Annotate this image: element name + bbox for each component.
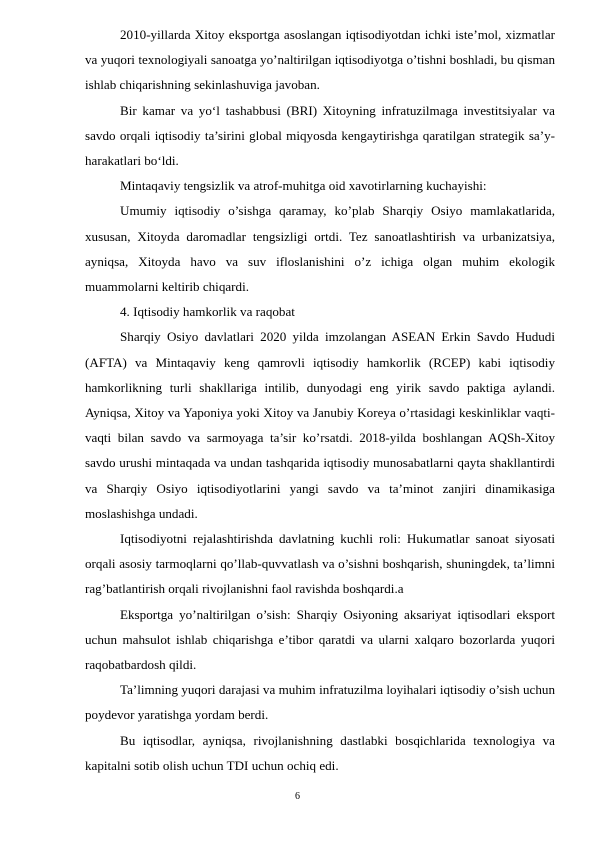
paragraph-inequality: Umumiy iqtisodiy o’sishga qaramay, ko’plab Sharqiy Osiyo mamlakatlarida, xususan, Xitoyda daromadlar tengsizligi ortdi. Tez sanoatlashtirish va urbanizatsiya, ayniqsa, Xitoyda havo va suv ifloslanishini o’z ichiga olgan muhim ekologik muammolarni keltirib chiqardi. — [85, 203, 555, 295]
paragraph-education: Ta’limning yuqori darajasi va muhim infratuzilma loyihalari iqtisodiy o’sish uchun poydevor yaratishga yordam berdi. — [85, 682, 555, 723]
paragraph-state-role: Iqtisodiyotni rejalashtirishda davlatning kuchli roli: Hukumatlar sanoat siyosati orqali asosiy tarmoqlarni qo’llab-quvvatlash va o’sishni boshqarish, shuningdek, ta’limni rag’batlantirish orqali rivojlanishni faol ravishda boshqardi.a — [85, 531, 555, 597]
paragraph-export-growth: Eksportga yo’naltirilgan o’sish: Sharqiy Osiyoning aksariyat iqtisodlari eksport uchun mahsulot ishlab chiqarishga e’tibor qaratdi va ularni xalqaro bozorlarda yuqori raqobatbardosh qildi. — [85, 606, 555, 673]
paragraph-china-transition: 2010-yillarda Xitoy eksportga asoslangan iqtisodiyotdan ichki iste’mol, xizmatlar va yuqori texnologiyali sanoatga yo’naltirilgan iqtisodiyotga o’tishni boshladi, bu qisman ishlab chiqarishning sekinlashuviga javoban. — [85, 27, 555, 93]
page-number: 6 — [295, 791, 300, 802]
section-heading-cooperation: 4. Iqtisodiy hamkorlik va raqobat — [120, 304, 295, 320]
document-body — [85, 22, 555, 778]
paragraph-belt-and-road: Bir kamar va yo‘l tashabbusi (BRI) Xitoyning infratuzilmaga investitsiyalar va savdo orqali iqtisodiy ta’sirini global miqyosda kengaytirishga qaratilgan strategik sa’y-harakatlari bo‘ldi. — [85, 102, 555, 169]
paragraph-fdi: Bu iqtisodlar, ayniqsa, rivojlanishning dastlabki bosqichlarida texnologiya va kapitalni sotib olish uchun TDI uchun ochiq edi. — [85, 732, 555, 773]
paragraph-cooperation: Sharqiy Osiyo davlatlari 2020 yilda imzolangan ASEAN Erkin Savdo Hududi (AFTA) va Mintaqaviy keng qamrovli iqtisodiy hamkorlik (RCEP) kabi iqtisodiy hamkorlikning turli shakllariga intilib, dunyodagi eng yirik savdo paktiga aylandi. Ayniqsa, Xitoy va Yaponiya yoki Xitoy va Janubiy Koreya o’rtasidagi keskinliklar vaqti-vaqti bilan savdo va sarmoyaga ta’sir ko’rsatdi. 2018-yilda boshlangan AQSh-Xitoy savdo urushi mintaqada va undan tashqarida iqtisodiy munosabatlarni qayta shakllantirdi va Sharqiy Osiyo iqtisodiyotlarini yangi savdo va ta’minot zanjiri dinamikasiga moslashishga undadi. — [85, 329, 555, 521]
paragraph-inequality-heading: Mintaqaviy tengsizlik va atrof-muhitga oid xavotirlarning kuchayishi: — [120, 178, 487, 194]
